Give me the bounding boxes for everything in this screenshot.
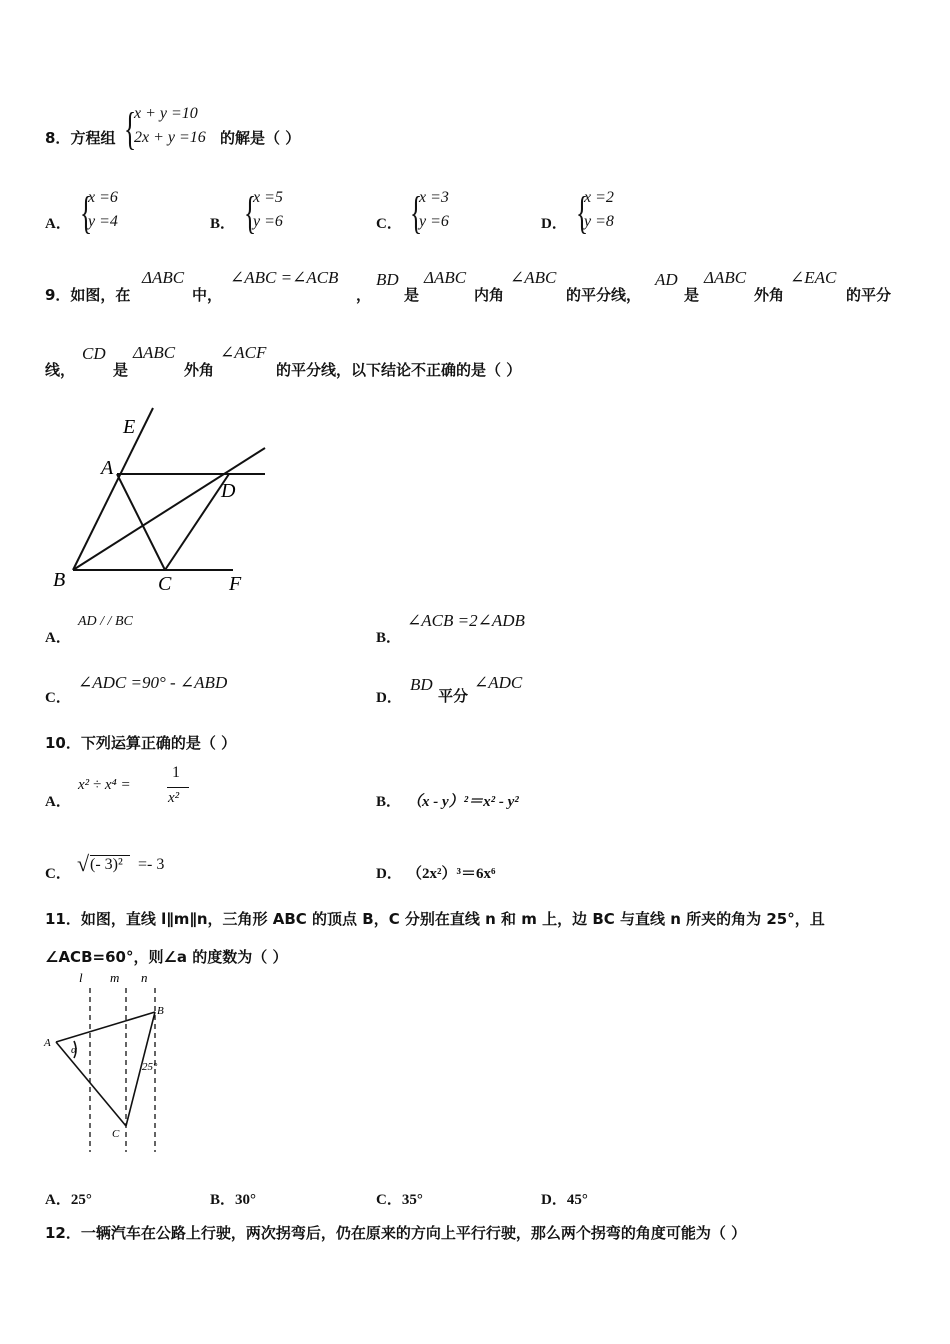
- q8-option-b-eq1: x =5: [253, 189, 283, 206]
- q10-option-c-label: C．: [45, 866, 71, 882]
- q10-option-c-radical-sign: √: [77, 851, 90, 876]
- q9-label-b: B: [53, 569, 66, 591]
- q11-label-alpha: α: [71, 1044, 77, 1056]
- q8-number: 8．方程组: [45, 129, 116, 147]
- q8-option-b-label: B．: [210, 216, 236, 232]
- q8-option-a-label: A．: [45, 216, 71, 232]
- q10-option-a-fraction-bar: [167, 787, 189, 788]
- q11-option-d: D．45°: [541, 1192, 588, 1208]
- q10-option-c-radicand: (- 3)²: [90, 856, 123, 873]
- q8-option-a-eq1: x =6: [88, 189, 118, 206]
- q9-waijiao-2: 外角: [184, 361, 215, 379]
- q8-option-d-label: D．: [541, 216, 567, 232]
- q8-option-c-eq2: y =6: [419, 213, 449, 230]
- q9-pingfenxian-1: 的平分线，: [566, 286, 642, 304]
- q8-eq1: x + y =10: [134, 105, 198, 122]
- q11-label-b: B: [157, 1005, 164, 1017]
- q9-option-a-text: AD / / BC: [78, 614, 133, 629]
- q9-angle-abc: ∠ABC: [510, 268, 557, 287]
- q10-option-a-left: x² ÷ x⁴ =: [78, 777, 131, 793]
- q9-option-d-bd: BD: [410, 675, 433, 694]
- q8-system: [134, 102, 206, 150]
- q10-option-b-label: B．: [376, 794, 402, 810]
- q9-angle-eac: ∠EAC: [790, 268, 837, 287]
- q9-option-d-mid: 平分: [438, 687, 469, 705]
- q9-option-a-label: A．: [45, 630, 71, 646]
- q11-label-l: l: [79, 972, 83, 985]
- q11-option-c: C．35°: [376, 1192, 423, 1208]
- q9-triangle-abc-1: ΔABC: [142, 268, 185, 287]
- q9-shi-3: 是: [113, 361, 129, 379]
- q10-option-d-label: D．: [376, 866, 402, 882]
- q9-option-d-angle: ∠ADC: [474, 673, 523, 692]
- q8-option-c-label: C．: [376, 216, 402, 232]
- q9-ad: AD: [655, 270, 678, 289]
- q11-side-ac: [56, 1042, 126, 1126]
- q8-option-c-system: [419, 186, 449, 234]
- q9-label-e: E: [123, 416, 136, 438]
- q8-option-a-brace: {: [80, 187, 93, 238]
- q8-option-a-eq2: y =4: [88, 213, 118, 230]
- q9-triangle-abc-3: ΔABC: [704, 268, 747, 287]
- q8-option-d-eq1: x =2: [584, 189, 614, 206]
- q8-option-d-brace: {: [576, 187, 589, 238]
- q8-eq2: 2x + y =16: [134, 129, 206, 146]
- q11-side-ab: [56, 1012, 155, 1042]
- q9-bd: BD: [376, 270, 399, 289]
- q11-label-25: 25°: [142, 1061, 158, 1073]
- q8-option-b-brace: {: [244, 187, 257, 238]
- q9-pingfen-tail: 的平分: [846, 286, 892, 304]
- q9-shi-2: 是: [684, 286, 700, 304]
- q8-option-b-eq2: y =6: [253, 213, 283, 230]
- q8-option-b-system: [253, 186, 283, 234]
- q9-comma: ，: [356, 286, 372, 304]
- q12-stem: 12．一辆汽车在公路上行驶，两次拐弯后，仍在原来的方向上平行行驶，那么两个拐弯的角度可能为（ ）: [45, 1224, 747, 1242]
- q9-option-c-text: ∠ADC =90° - ∠ABD: [78, 673, 228, 692]
- q9-label-f: F: [229, 573, 242, 595]
- q10-option-a-denominator: x²: [168, 790, 180, 806]
- q10-option-a-numerator: 1: [172, 764, 180, 781]
- q9-angle-acf: ∠ACF: [220, 343, 267, 362]
- q11-option-b: B．30°: [210, 1192, 257, 1208]
- q8-tail: 的解是（ ）: [220, 129, 301, 147]
- q9-option-b-text: ∠ACB =2∠ADB: [407, 611, 525, 630]
- q9-triangle-abc-2: ΔABC: [424, 268, 467, 287]
- q11-option-a: A．25°: [45, 1192, 92, 1208]
- q8-option-a-system: [88, 186, 118, 234]
- q8-option-d-system: [584, 186, 614, 234]
- q8-option-d-eq2: y =8: [584, 213, 614, 230]
- q9-cd: CD: [82, 344, 106, 363]
- q11-line1: 11．如图，直线 l∥m∥n，三角形 ABC 的顶点 B，C 分别在直线 n 和 m 上，边 BC 与直线 n 所夹的角为 25°，且: [45, 910, 825, 928]
- q10-stem: 10．下列运算正确的是（ ）: [45, 734, 237, 752]
- q9-zhong: 中，: [192, 286, 223, 304]
- q9-triangle-abc-4: ΔABC: [133, 343, 176, 362]
- q9-neijiao: 内角: [474, 286, 505, 304]
- q10-option-b-text: （x - y）²＝x² - y²: [407, 794, 519, 810]
- q9-angle-equality: ∠ABC =∠ACB: [230, 268, 339, 287]
- q11-line2: ∠ACB=60°，则∠a 的度数为（ ）: [45, 948, 288, 966]
- q11-geometry-figure: [40, 972, 175, 1157]
- q11-label-m: m: [110, 972, 120, 985]
- q9-line-ac: [117, 474, 165, 570]
- q11-label-a: A: [44, 1037, 51, 1049]
- q8-system-brace: {: [124, 103, 137, 154]
- q9-line2-tail: 的平分线，以下结论不正确的是（ ）: [276, 361, 522, 379]
- q10-option-a-label: A．: [45, 794, 71, 810]
- q9-shi-1: 是: [404, 286, 420, 304]
- q11-label-n: n: [141, 972, 148, 985]
- q9-label-a: A: [101, 457, 114, 479]
- q11-label-c: C: [112, 1128, 120, 1140]
- q8-option-c-brace: {: [410, 187, 423, 238]
- q9-label-d: D: [221, 480, 236, 502]
- q9-number: 9．如图，在: [45, 286, 131, 304]
- q10-option-d-text: （2x²）³＝6x⁶: [407, 866, 496, 882]
- q10-option-c-rest: =- 3: [138, 856, 165, 873]
- q9-line-cd: [165, 474, 229, 570]
- q8-option-c-eq1: x =3: [419, 189, 449, 206]
- q9-waijiao-1: 外角: [754, 286, 785, 304]
- q9-geometry-figure: [45, 400, 275, 600]
- q9-option-c-label: C．: [45, 690, 71, 706]
- q9-option-b-label: B．: [376, 630, 402, 646]
- q9-option-d-label: D．: [376, 690, 402, 706]
- q9-xian: 线，: [45, 361, 76, 379]
- q9-label-c: C: [158, 573, 172, 595]
